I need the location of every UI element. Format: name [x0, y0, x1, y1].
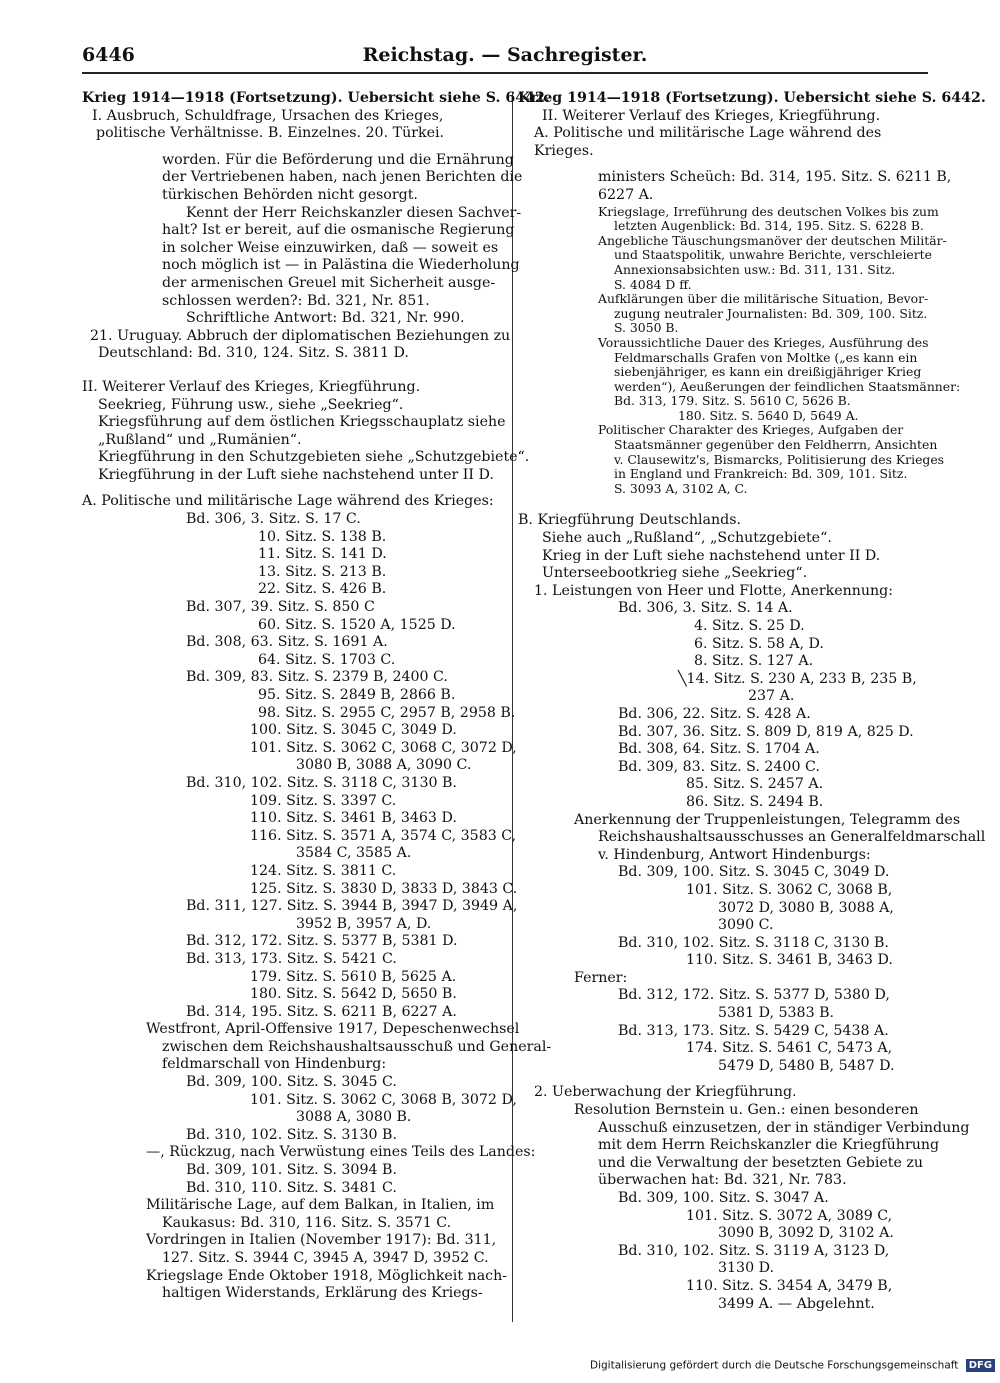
entry-line: Bd. 310, 102. Sitz. S. 3119 A, 3123 D, [618, 1242, 890, 1259]
entry-line: Resolution Bernstein u. Gen.: einen besonderen [574, 1102, 919, 1119]
entry-line: 110. Sitz. S. 3454 A, 3479 B, [686, 1277, 893, 1294]
page-header [82, 44, 928, 70]
entry-line: Krieg in der Luft siehe nachstehend unter II D. [542, 547, 881, 564]
entry-line: und Staatspolitik, unwahre Berichte, verschleierte [614, 247, 932, 263]
entry-line: noch möglich ist — in Palästina die Wiederholung [162, 257, 520, 274]
entry-line: Krieg 1914—1918 (Fortsetzung). Uebersicht siehe S. 6442. [82, 90, 550, 106]
entry-line: Bd. 309, 100. Sitz. S. 3047 A. [618, 1190, 829, 1206]
entry-line: werden“), Aeußerungen der feindlichen Staatsmänner: [614, 378, 961, 394]
entry-line: haltigen Widerstands, Erklärung des Kriegs- [162, 1285, 483, 1302]
header-rule [82, 72, 928, 74]
entry-line: 22. Sitz. S. 426 B. [258, 581, 387, 598]
entry-line: 5381 D, 5383 B. [718, 1005, 835, 1022]
entry-line: der armenischen Greuel mit Sicherheit ausge- [162, 274, 496, 291]
entry-line: 109. Sitz. S. 3397 C. [250, 792, 397, 809]
entry-line: 11. Sitz. S. 141 D. [258, 546, 387, 563]
entry-line: 100. Sitz. S. 3045 C, 3049 D. [250, 722, 457, 739]
entry-line: 60. Sitz. S. 1520 A, 1525 D. [258, 616, 456, 633]
spacer [82, 363, 502, 379]
entry-line: II. Weiterer Verlauf des Krieges, Kriegführung. [542, 107, 881, 124]
entry-line: worden. Für die Beförderung und die Ernährung [162, 151, 514, 168]
entry-line: I. Ausbruch, Schuldfrage, Ursachen des Krieges, [92, 107, 444, 124]
entry-line: Bd. 307, 36. Sitz. S. 809 D, 819 A, 825 D. [618, 723, 914, 740]
page-title: Reichstag. — Sachregister. [362, 44, 648, 66]
entry-line: Bd. 313, 173. Sitz. S. 5421 C. [186, 950, 397, 967]
entry-line: 85. Sitz. S. 2457 A. [686, 776, 824, 793]
left-column [82, 90, 552, 1330]
entry-line: Politischer Charakter des Krieges, Aufgaben der [598, 422, 904, 438]
entry-line: Voraussichtliche Dauer des Krieges, Ausführung des [598, 334, 929, 350]
right-column [518, 90, 986, 1330]
entry-line: 1. Leistungen von Heer und Flotte, Anerkennung: [534, 582, 894, 599]
entry-line: Bd. 309, 83. Sitz. S. 2400 C. [618, 758, 820, 775]
entry-line: 10. Sitz. S. 138 B. [258, 528, 387, 545]
entry-line: der Vertriebenen haben, nach jenen Berichten die [162, 169, 523, 186]
entry-line: Kaukasus: Bd. 310, 116. Sitz. S. 3571 C. [162, 1214, 452, 1231]
entry-line: halt? Ist er bereit, auf die osmanische Regierung [162, 222, 515, 239]
entry-line: 3090 C. [718, 917, 774, 934]
entry-line: Schriftliche Antwort: Bd. 321, Nr. 990. [186, 310, 465, 327]
entry-line: Kriegführung in den Schutzgebieten siehe „Schutzgebiete“. [98, 449, 530, 466]
entry-line: Westfront, April-Offensive 1917, Depeschenwechsel [146, 1021, 520, 1038]
entry-line: Bd. 309, 101. Sitz. S. 3094 B. [186, 1162, 397, 1179]
entry-line: A. Politische und militärische Lage während des [534, 125, 882, 142]
entry-line: Bd. 310, 102. Sitz. S. 3130 B. [186, 1126, 397, 1143]
spacer [82, 484, 502, 493]
entry-line: Annexionsabsichten usw.: Bd. 311, 131. Sitz. [614, 261, 896, 277]
entry-line: v. Hindenburg, Antwort Hindenburgs: [598, 846, 871, 863]
entry-line: Bd. 312, 172. Sitz. S. 5377 B, 5381 D. [186, 933, 458, 950]
entry-line: 3080 B, 3088 A, 3090 C. [296, 757, 472, 774]
entry-line: Angebliche Täuschungsmanöver der deutschen Militär- [598, 232, 947, 248]
entry-line: Bd. 310, 102. Sitz. S. 3118 C, 3130 B. [618, 934, 889, 951]
entry-line: 3090 B, 3092 D, 3102 A. [718, 1225, 894, 1242]
entry-line: Deutschland: Bd. 310, 124. Sitz. S. 3811 D. [98, 345, 409, 362]
entry-line: 101. Sitz. S. 3062 C, 3068 B, [686, 881, 893, 898]
entry-line: 4. Sitz. S. 25 D. [694, 618, 805, 634]
entry-line: 3088 A, 3080 B. [296, 1109, 412, 1126]
entry-line: 124. Sitz. S. 3811 C. [250, 862, 397, 879]
entry-line: siebenjähriger, es kann ein dreißigjähriger Krieg [614, 364, 922, 380]
entry-line: Staatsmänner gegenüber den Feldherrn, Ansichten [614, 437, 938, 453]
entry-line: 21. Uruguay. Abbruch der diplomatischen Beziehungen zu [90, 327, 511, 344]
entry-line: Unterseebootkrieg siehe „Seekrieg“. [542, 565, 808, 582]
entry-line: überwachen hat: Bd. 321, Nr. 783. [598, 1172, 847, 1189]
entry-line: 8. Sitz. S. 127 A. [694, 653, 814, 670]
entry-line: Bd. 309, 83. Sitz. S. 2379 B, 2400 C. [186, 669, 448, 686]
entry-line: S. 3093 A, 3102 A, C. [614, 480, 748, 496]
entry-line: Bd. 306, 3. Sitz. S. 17 C. [186, 511, 361, 528]
entry-line: 64. Sitz. S. 1703 C. [258, 651, 396, 668]
entry-line: 86. Sitz. S. 2494 B. [686, 793, 824, 810]
entry-line: 3072 D, 3080 B, 3088 A, [718, 899, 894, 916]
entry-line: Krieg 1914—1918 (Fortsetzung). Uebersicht siehe S. 6442. [518, 90, 986, 106]
entry-line: zugung neutraler Journalisten: Bd. 309, 100. Sitz. [614, 305, 928, 321]
entry-line: Bd. 307, 39. Sitz. S. 850 C [186, 599, 375, 616]
entry-line: zwischen dem Reichshaushaltsausschuß und General- [162, 1038, 552, 1055]
entry-line: in solcher Weise einzuwirken, daß — soweit es [162, 239, 499, 256]
entry-line: v. Clausewitz's, Bismarcks, Politisierung des Krieges [614, 451, 945, 467]
entry-line: in England und Frankreich: Bd. 309, 101. Sitz. [614, 466, 908, 482]
entry-line: 13. Sitz. S. 213 B. [258, 563, 387, 580]
entry-line: 101. Sitz. S. 3072 A, 3089 C, [686, 1207, 893, 1224]
entry-line: Bd. 314, 195. Sitz. S. 6211 B, 6227 A. [186, 1003, 457, 1020]
entry-line: Bd. 308, 63. Sitz. S. 1691 A. [186, 634, 388, 651]
entry-line: 3130 D. [718, 1260, 774, 1277]
footer [590, 1359, 993, 1377]
entry-line: Ausschuß einzusetzen, der in ständiger Verbindung [598, 1119, 970, 1136]
entry-line: Kriegsführung auf dem östlichen Kriegsschauplatz siehe [98, 414, 506, 431]
entry-line: Bd. 313, 173. Sitz. S. 5429 C, 5438 A. [618, 1022, 889, 1039]
footer-credit: Digitalisierung gefördert durch die Deutsche Forschungsgemeinschaft [590, 1359, 959, 1372]
entry-line: Bd. 309, 100. Sitz. S. 3045 C, 3049 D. [618, 864, 890, 881]
entry-line: 127. Sitz. S. 3944 C, 3945 A, 3947 D, 3952 C. [162, 1250, 489, 1266]
entry-line: Kennt der Herr Reichskanzler diesen Sachver- [186, 204, 522, 221]
entry-line: S. 4084 D ff. [614, 276, 692, 292]
entry-line: 2. Ueberwachung der Kriegführung. [534, 1084, 797, 1101]
entry-line: 3499 A. — Abgelehnt. [718, 1295, 875, 1312]
entry-line: Bd. 306, 3. Sitz. S. 14 A. [618, 600, 793, 617]
spacer [518, 496, 934, 512]
entry-line: Bd. 312, 172. Sitz. S. 5377 D, 5380 D, [618, 987, 890, 1004]
entry-line: Feldmarschalls Grafen von Moltke („es kann ein [614, 349, 918, 365]
entry-line: 125. Sitz. S. 3830 D, 3833 D, 3843 C. [250, 880, 518, 897]
entry-line: Siehe auch „Rußland“, „Schutzgebiete“. [542, 530, 832, 547]
entry-line: 116. Sitz. S. 3571 A, 3574 C, 3583 C, [250, 827, 517, 844]
entry-line: 110. Sitz. S. 3461 B, 3463 D. [250, 810, 457, 827]
entry-line: Bd. 306, 22. Sitz. S. 428 A. [618, 705, 811, 722]
entry-line: letzten Augenblick: Bd. 314, 195. Sitz. S. 6228 B. [614, 218, 924, 234]
entry-line: B. Kriegführung Deutschlands. [518, 512, 741, 529]
entry-line: Krieges. [534, 142, 594, 159]
entry-line: —, Rückzug, nach Verwüstung eines Teils des Landes: [146, 1144, 536, 1161]
entry-line: Ferner: [574, 969, 628, 986]
entry-line: Kriegführung in der Luft siehe nachstehend unter II D. [98, 466, 494, 483]
entry-line: feldmarschall von Hindenburg: [162, 1056, 387, 1073]
entry-line: 110. Sitz. S. 3461 B, 3463 D. [686, 952, 893, 969]
entry-line: ╲14. Sitz. S. 230 A, 233 B, 235 B, [678, 670, 917, 687]
entry-line: Kriegslage, Irreführung des deutschen Volkes bis zum [598, 203, 939, 219]
entry-line: Bd. 310, 102. Sitz. S. 3118 C, 3130 B. [186, 774, 457, 791]
entry-line: 6227 A. [598, 186, 654, 203]
entry-line: türkischen Behörden nicht gesorgt. [162, 186, 418, 203]
entry-line: 180. Sitz. S. 5642 D, 5650 B. [250, 986, 457, 1003]
entry-line: 98. Sitz. S. 2955 C, 2957 B, 2958 B. [258, 704, 516, 721]
entry-line: 174. Sitz. S. 5461 C, 5473 A, [686, 1040, 893, 1057]
entry-line: mit dem Herrn Reichskanzler die Kriegführung [598, 1137, 940, 1154]
entry-line: „Rußland“ und „Rumänien“. [98, 431, 302, 448]
entry-line: 6. Sitz. S. 58 A, D. [694, 635, 824, 652]
entry-line: 5479 D, 5480 B, 5487 D. [718, 1057, 895, 1074]
entry-line: und die Verwaltung der besetzten Gebiete zu [598, 1154, 924, 1171]
entry-line: Kriegslage Ende Oktober 1918, Möglichkeit nach- [146, 1267, 508, 1284]
entry-line: 95. Sitz. S. 2849 B, 2866 B. [258, 687, 456, 703]
page-number: 6446 [82, 44, 135, 66]
spacer [518, 1075, 934, 1084]
entry-line: Aufklärungen über die militärische Situation, Bevor- [598, 291, 929, 307]
entry-line: Anerkennung der Truppenleistungen, Telegramm des [574, 811, 961, 828]
entry-line: 101. Sitz. S. 3062 C, 3068 B, 3072 D, [250, 1091, 517, 1108]
entry-line: 101. Sitz. S. 3062 C, 3068 C, 3072 D, [250, 739, 517, 756]
entry-line: politische Verhältnisse. B. Einzelnes. 20. Türkei. [96, 125, 445, 142]
entry-line: 180. Sitz. S. 5640 D, 5649 A. [678, 407, 859, 423]
entry-line: II. Weiterer Verlauf des Krieges, Kriegführung. [82, 378, 421, 395]
dfg-logo: DFG [966, 1359, 995, 1372]
entry-line: Bd. 309, 100. Sitz. S. 3045 C. [186, 1074, 397, 1091]
entry-line: schlossen werden?: Bd. 321, Nr. 851. [162, 292, 430, 309]
entry-line: Reichshaushaltsausschusses an Generalfeldmarschall [598, 829, 986, 846]
entry-line: ministers Scheüch: Bd. 314, 195. Sitz. S. 6211 B, [598, 169, 952, 186]
entry-line: Vordringen in Italien (November 1917): Bd. 311, [146, 1232, 497, 1249]
entry-line: 179. Sitz. S. 5610 B, 5625 A. [250, 968, 457, 985]
entry-line: 3952 B, 3957 A, D. [296, 915, 432, 932]
entry-line: Seekrieg, Führung usw., siehe „Seekrieg“. [98, 396, 404, 413]
entry-line: Bd. 313, 179. Sitz. S. 5610 C, 5626 B. [614, 393, 851, 409]
entry-line: A. Politische und militärische Lage während des Krieges: [82, 493, 494, 510]
entry-line: Bd. 310, 110. Sitz. S. 3481 C. [186, 1179, 397, 1196]
entry-line: Bd. 311, 127. Sitz. S. 3944 B, 3947 D, 3949 A, [186, 898, 518, 915]
entry-line: 3584 C, 3585 A. [296, 845, 412, 862]
entry-line: Militärische Lage, auf dem Balkan, in Italien, im [146, 1197, 495, 1214]
entry-line: S. 3050 B. [614, 320, 679, 336]
entry-line: 237 A. [748, 688, 795, 705]
entry-line: Bd. 308, 64. Sitz. S. 1704 A. [618, 741, 820, 758]
spacer [82, 143, 502, 152]
spacer [518, 160, 934, 169]
